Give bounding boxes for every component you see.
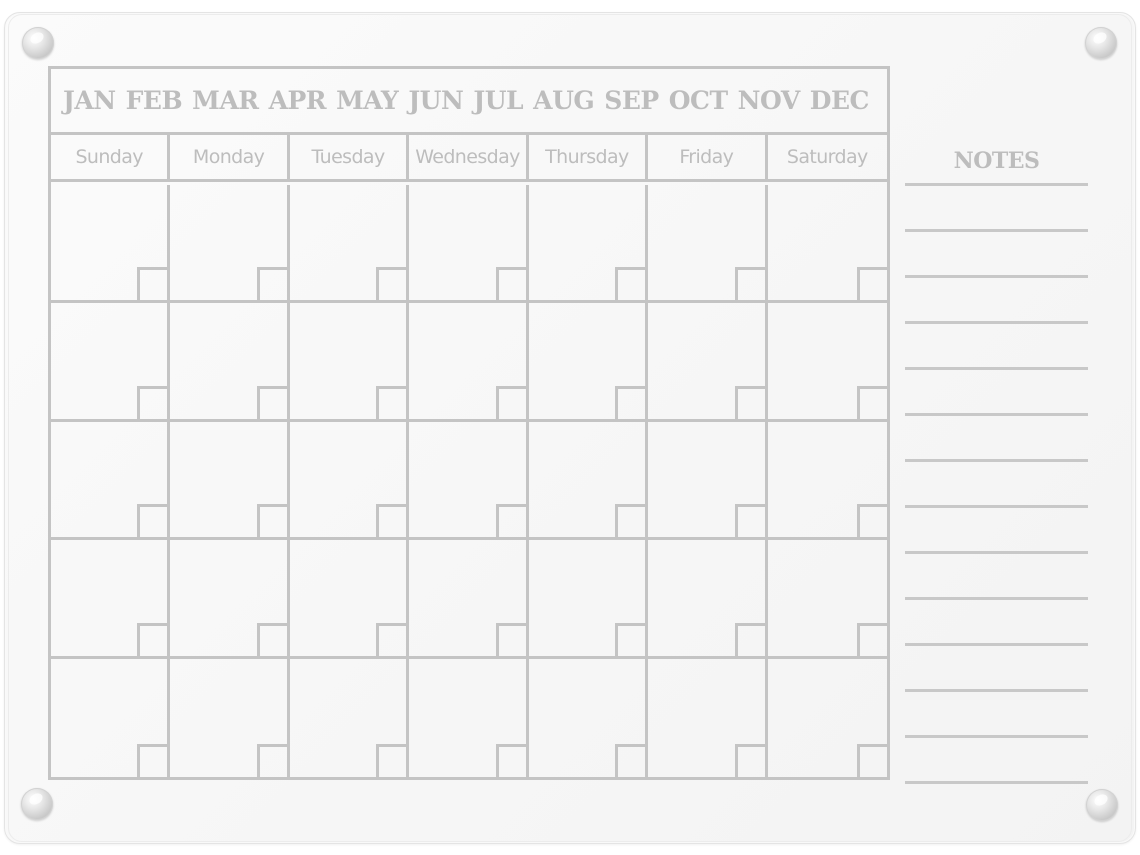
notes-panel (905, 148, 1088, 788)
day-cell (768, 540, 887, 658)
weekday-header-row (51, 135, 887, 182)
day-cell (170, 303, 289, 421)
date-number-box (496, 386, 526, 419)
notes-line (905, 413, 1088, 416)
date-number-box (137, 386, 167, 419)
date-number-box (376, 267, 406, 300)
weekday-tuesday: Tuesday (290, 135, 409, 179)
date-number-box (857, 386, 887, 419)
date-number-box (496, 744, 526, 777)
day-cell (170, 422, 289, 540)
date-number-box (496, 504, 526, 537)
date-number-box (137, 744, 167, 777)
day-cell (51, 185, 170, 303)
notes-line (905, 229, 1088, 232)
date-number-box (376, 504, 406, 537)
day-cell (768, 659, 887, 777)
date-number-box (857, 504, 887, 537)
month-label-apr: APR (268, 86, 327, 115)
date-number-box (376, 386, 406, 419)
day-cell (290, 659, 409, 777)
date-number-box (257, 744, 287, 777)
weekday-wednesday: Wednesday (409, 135, 528, 179)
date-number-box (376, 744, 406, 777)
month-label-sep: SEP (604, 86, 659, 115)
standoff-screw-top-right (1085, 27, 1117, 59)
date-number-box (857, 744, 887, 777)
day-cells-grid (51, 185, 887, 777)
date-number-box (496, 623, 526, 656)
day-cell (170, 659, 289, 777)
day-cell (768, 422, 887, 540)
date-number-box (857, 623, 887, 656)
day-cell (529, 185, 648, 303)
date-number-box (137, 623, 167, 656)
weekday-friday: Friday (648, 135, 767, 179)
notes-line (905, 505, 1088, 508)
day-cell (648, 540, 767, 658)
notes-title: NOTES (953, 148, 1040, 174)
day-cell (768, 185, 887, 303)
calendar-grid-frame (48, 66, 890, 780)
date-number-box (615, 386, 645, 419)
date-number-box (857, 267, 887, 300)
date-number-box (615, 623, 645, 656)
weekday-sunday: Sunday (51, 135, 170, 179)
day-cell (409, 422, 528, 540)
notes-line (905, 735, 1088, 738)
day-cell (290, 185, 409, 303)
date-number-box (615, 744, 645, 777)
month-label-jun: JUN (408, 86, 464, 115)
day-cell (409, 303, 528, 421)
day-cell (51, 422, 170, 540)
date-number-box (376, 623, 406, 656)
date-number-box (615, 267, 645, 300)
day-cell (768, 303, 887, 421)
date-number-box (257, 623, 287, 656)
date-number-box (257, 386, 287, 419)
date-number-box (137, 267, 167, 300)
date-number-box (257, 504, 287, 537)
month-row (51, 69, 887, 135)
standoff-screw-top-left (22, 27, 54, 59)
month-label-nov: NOV (737, 86, 800, 115)
weekday-thursday: Thursday (529, 135, 648, 179)
day-cell (648, 422, 767, 540)
date-number-box (257, 267, 287, 300)
month-label-dec: DEC (809, 86, 869, 115)
day-cell (51, 540, 170, 658)
day-cell (290, 422, 409, 540)
day-cell (529, 422, 648, 540)
notes-line (905, 643, 1088, 646)
date-number-box (735, 504, 765, 537)
day-cell (290, 303, 409, 421)
day-cell (409, 659, 528, 777)
notes-line (905, 781, 1088, 784)
month-label-jul: JUL (473, 86, 524, 115)
day-cell (290, 540, 409, 658)
day-cell (529, 540, 648, 658)
notes-line (905, 459, 1088, 462)
day-cell (648, 303, 767, 421)
day-cell (170, 185, 289, 303)
day-cell (170, 540, 289, 658)
weekday-saturday: Saturday (786, 146, 868, 168)
day-cell (409, 540, 528, 658)
notes-line (905, 275, 1088, 278)
date-number-box (137, 504, 167, 537)
weekday-monday: Monday (170, 135, 289, 179)
day-cell (529, 659, 648, 777)
notes-line (905, 689, 1088, 692)
notes-line (905, 597, 1088, 600)
month-label-may: MAY (336, 86, 399, 115)
month-label-feb: FEB (125, 86, 183, 115)
day-cell (648, 185, 767, 303)
date-number-box (735, 267, 765, 300)
month-label-jan: JAN (63, 86, 116, 115)
standoff-screw-bottom-right (1086, 789, 1118, 821)
notes-line (905, 183, 1088, 186)
day-cell (648, 659, 767, 777)
date-number-box (735, 623, 765, 656)
month-label-oct: OCT (668, 86, 728, 115)
day-cell (51, 303, 170, 421)
month-label-aug: AUG (533, 86, 595, 115)
day-cell (529, 303, 648, 421)
date-number-box (615, 504, 645, 537)
notes-line (905, 367, 1088, 370)
date-number-box (735, 744, 765, 777)
month-label-mar: MAR (192, 86, 259, 115)
notes-line (905, 551, 1088, 554)
date-number-box (735, 386, 765, 419)
day-cell (409, 185, 528, 303)
day-cell (51, 659, 170, 777)
standoff-screw-bottom-left (21, 788, 53, 820)
notes-line (905, 321, 1088, 324)
date-number-box (496, 267, 526, 300)
